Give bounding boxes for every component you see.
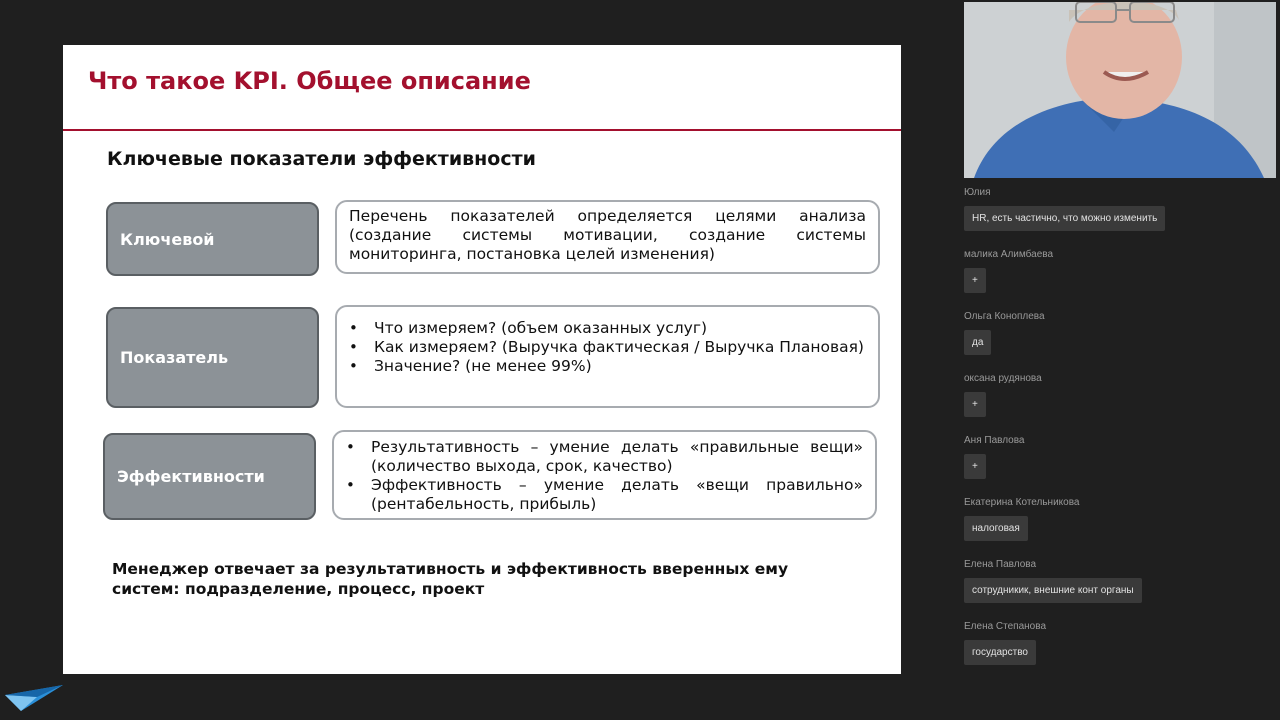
chat-bubble: сотрудникик, внешние конт органы	[964, 578, 1142, 603]
slide-footer-note: Менеджер отвечает за результативность и эффективность вверенных ему систем: подразделение, процесс, проект	[112, 560, 789, 598]
chat-bubble: +	[964, 454, 986, 479]
presenter-webcam[interactable]	[964, 2, 1276, 178]
chat-author: Юлия	[964, 187, 991, 198]
chat-message	[964, 248, 1276, 310]
chat-author: оксана рудянова	[964, 373, 1042, 384]
chat-bubble: государство	[964, 640, 1036, 665]
chat-author: Екатерина Котельникова	[964, 497, 1080, 508]
chat-message	[964, 496, 1276, 558]
chat-panel	[964, 186, 1276, 682]
slide-title: Что такое KPI. Общее описание	[88, 67, 531, 95]
bullet-item: • Значение? (не менее 99%)	[349, 357, 866, 376]
bullet-item: • Эффективность – умение делать «вещи правильно» (рентабельность, прибыль)	[346, 476, 863, 514]
bullet-item: • Что измеряем? (объем оказанных услуг)	[349, 319, 866, 338]
chat-message	[964, 186, 1276, 248]
chat-author: Елена Павлова	[964, 559, 1037, 570]
indicator-bullet-list	[349, 319, 866, 376]
title-divider	[63, 129, 901, 131]
chat-message	[964, 310, 1276, 372]
chat-bubble: +	[964, 268, 986, 293]
row-label-key: Ключевой	[106, 202, 319, 276]
bullet-item: • Как измеряем? (Выручка фактическая / Выручка Плановая)	[349, 338, 866, 357]
chat-bubble: налоговая	[964, 516, 1028, 541]
row-desc-efficiency	[332, 430, 877, 520]
brand-chevron-icon	[3, 683, 65, 713]
chat-author: Ольга Коноплева	[964, 311, 1045, 322]
webcam-image	[964, 2, 1276, 178]
row-label-indicator: Показатель	[106, 307, 319, 408]
efficiency-bullet-list	[346, 438, 863, 514]
presentation-slide	[63, 45, 901, 674]
chat-message	[964, 558, 1276, 620]
chat-message	[964, 620, 1276, 682]
row-desc-indicator	[335, 305, 880, 408]
chat-author: малика Алимбаева	[964, 249, 1054, 260]
chat-bubble: да	[964, 330, 991, 355]
chat-author: Елена Степанова	[964, 621, 1047, 632]
row-label-efficiency: Эффективности	[103, 433, 316, 520]
chat-message	[964, 434, 1276, 496]
row-desc-key: Перечень показателей определяется целями анализа (создание системы мотивации, создание системы мониторинга, постановка целей изменения)	[335, 200, 880, 274]
chat-message	[964, 372, 1276, 434]
chat-bubble: +	[964, 392, 986, 417]
slide-subtitle: Ключевые показатели эффективности	[107, 148, 536, 170]
chat-author: Аня Павлова	[964, 435, 1025, 446]
bullet-item: • Результативность – умение делать «правильные вещи» (количество выхода, срок, качество)	[346, 438, 863, 476]
chat-bubble: HR, есть частично, что можно изменить	[964, 206, 1165, 231]
